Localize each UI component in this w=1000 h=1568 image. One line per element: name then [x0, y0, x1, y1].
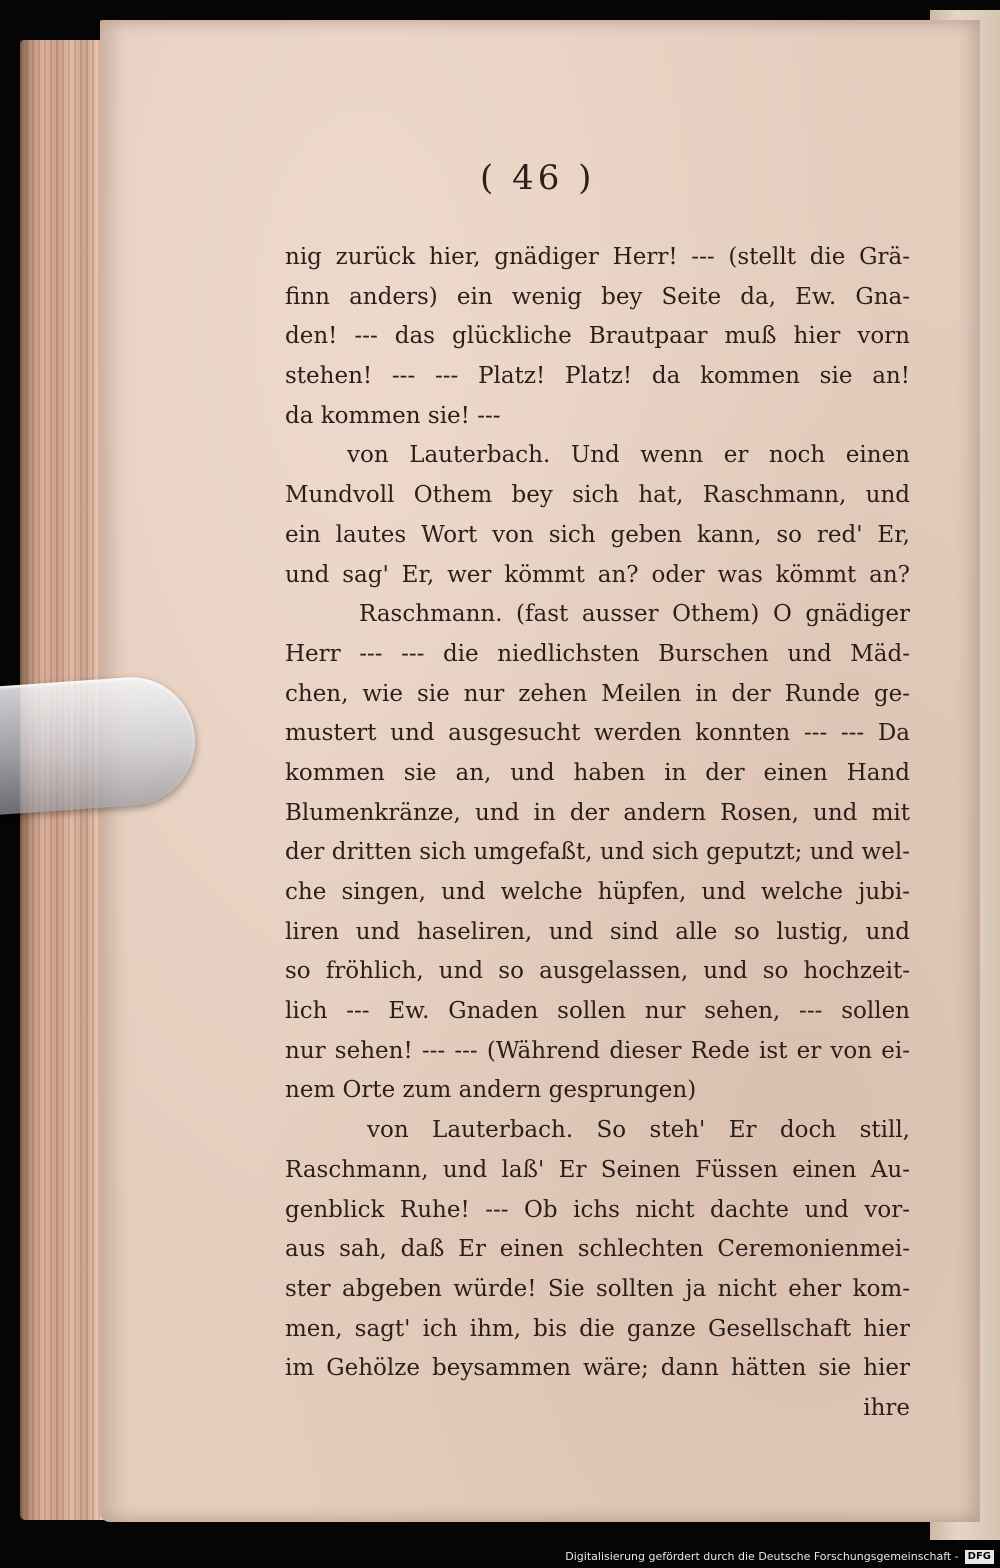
- text-line: von Lauterbach. So steh' Er doch still,: [367, 1117, 910, 1144]
- text-line: und sag' Er, wer kömmt an? oder was kömmt an?: [285, 561, 910, 588]
- body-text: [285, 238, 910, 1429]
- dfg-logo: DFG: [965, 1550, 994, 1564]
- text-line: im Gehölze beysammen wäre; dann hätten sie hier: [285, 1355, 910, 1382]
- text-line: lich --- Ew. Gnaden sollen nur sehen, --- sollen: [285, 998, 910, 1025]
- text-line: finn anders) ein wenig bey Seite da, Ew. Gna-: [285, 283, 910, 310]
- text-line: che singen, und welche hüpfen, und welche jubi-: [285, 879, 910, 905]
- text-line: Raschmann, und laß' Er Seinen Füssen einen Au-: [285, 1156, 910, 1183]
- text-line: da kommen sie! ---: [285, 402, 501, 429]
- text-line: Raschmann. (fast ausser Othem) O gnädiger: [359, 601, 910, 628]
- text-line: aus sah, daß Er einen schlechten Ceremonienmei-: [285, 1236, 910, 1263]
- text-line: kommen sie an, und haben in der einen Hand: [285, 759, 910, 786]
- text-line: genblick Ruhe! --- Ob ichs nicht dachte und vor-: [285, 1196, 910, 1223]
- text-line: nem Orte zum andern gesprungen): [285, 1077, 697, 1104]
- text-line: von Lauterbach. Und wenn er noch einen: [347, 442, 910, 469]
- text-line: nur sehen! --- --- (Während dieser Rede ist er von ei-: [285, 1037, 910, 1064]
- text-line: stehen! --- --- Platz! Platz! da kommen sie an!: [285, 363, 910, 390]
- text-line: den! --- das glückliche Brautpaar muß hier vorn: [285, 323, 910, 350]
- text-line: mustert und ausgesucht werden konnten --- --- Da: [285, 720, 910, 747]
- text-line: liren und haseliren, und sind alle so lustig, und: [285, 918, 910, 945]
- text-line: Mundvoll Othem bey sich hat, Raschmann, und: [285, 482, 910, 509]
- text-line: der dritten sich umgefaßt, und sich geputzt; und wel-: [285, 839, 910, 866]
- text-line: so fröhlich, und so ausgelassen, und so hochzeit-: [285, 958, 910, 985]
- text-line: nig zurück hier, gnädiger Herr! --- (stellt die Grä-: [285, 244, 910, 270]
- text-line: men, sagt' ich ihm, bis die ganze Gesellschaft hier: [285, 1315, 910, 1342]
- digitization-footer: [0, 1546, 1000, 1568]
- text-line: Blumenkränze, und in der andern Rosen, und mit: [285, 799, 910, 826]
- page-number: ( 46 ): [480, 158, 596, 198]
- text-line: ster abgeben würde! Sie sollten ja nicht eher kom-: [285, 1275, 910, 1302]
- text-line: Herr --- --- die niedlichsten Burschen und Mäd-: [285, 640, 910, 667]
- text-line: ein lautes Wort von sich geben kann, so red' Er,: [285, 521, 910, 548]
- footer-credit: Digitalisierung gefördert durch die Deutsche Forschungsgemeinschaft -: [565, 1550, 959, 1563]
- catchword: ihre: [863, 1394, 910, 1421]
- text-line: chen, wie sie nur zehen Meilen in der Runde ge-: [285, 680, 910, 707]
